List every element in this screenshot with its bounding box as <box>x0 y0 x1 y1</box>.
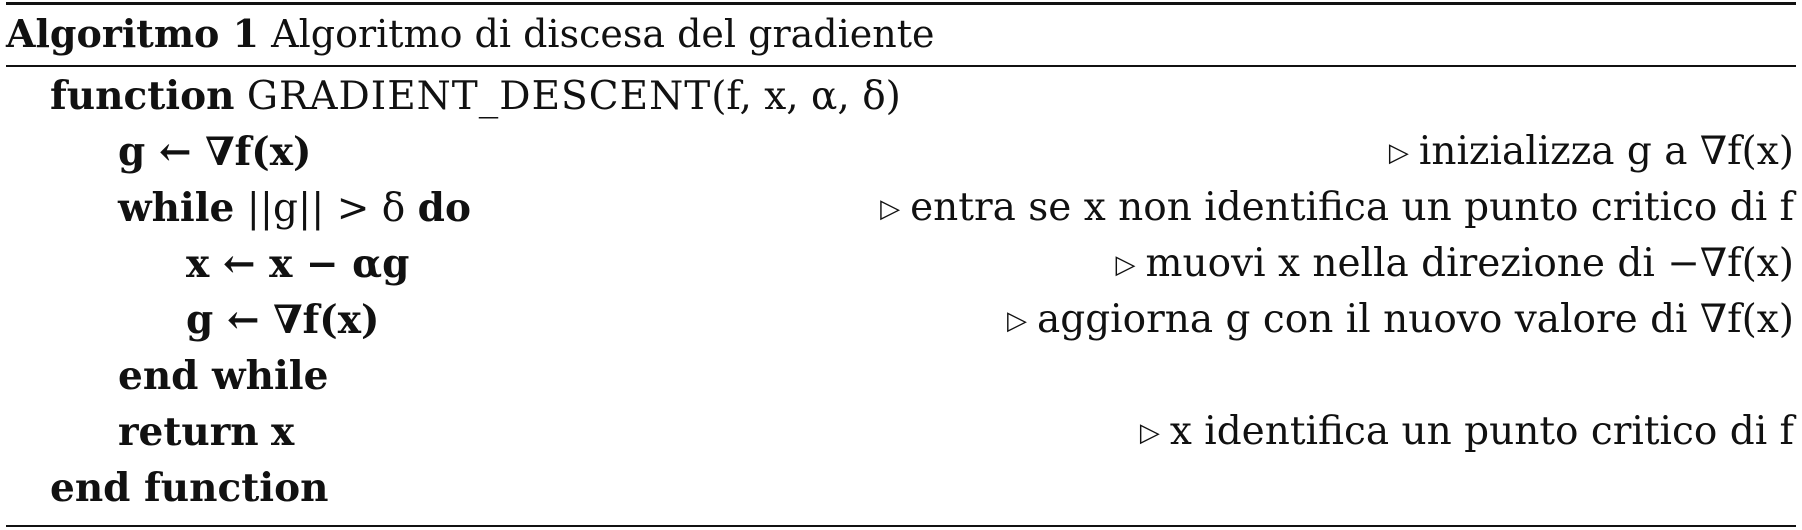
comment-update-x <box>1115 236 1794 293</box>
code-update-x: x ← x − αg <box>186 241 410 287</box>
algorithm-label: Algoritmo 1 <box>6 11 260 56</box>
comment-text: x identifica un punto critico di f <box>1169 409 1794 454</box>
return-value: x <box>271 409 295 455</box>
comment-triangle-icon: ▷ <box>1115 250 1136 280</box>
code-return <box>118 404 294 461</box>
code-update-gradient: g ← ∇f(x) <box>186 297 380 343</box>
code-line-update-x <box>6 236 1796 292</box>
code-function-header <box>50 68 901 125</box>
keyword-function: function <box>50 73 235 119</box>
comment-text: inizializza g a ∇f(x) <box>1418 129 1794 174</box>
code-line-update-gradient <box>6 292 1796 348</box>
code-line-end-while <box>6 348 1796 404</box>
comment-triangle-icon: ▷ <box>1388 138 1409 168</box>
code-line-function-header <box>6 68 1796 124</box>
comment-while <box>880 180 1794 237</box>
code-end-function: end function <box>50 465 329 511</box>
code-while <box>118 180 471 237</box>
algorithm-title: Algoritmo di discesa del gradiente <box>271 12 935 56</box>
code-line-end-function <box>6 460 1796 516</box>
caption-rule <box>6 65 1796 67</box>
comment-text: entra se x non identifica un punto critico di f <box>910 185 1794 230</box>
comment-text: aggiorna g con il nuovo valore di ∇f(x) <box>1037 297 1794 342</box>
code-line-init-gradient <box>6 124 1796 180</box>
algorithm-caption <box>6 10 934 58</box>
keyword-do: do <box>417 185 471 231</box>
keyword-while: while <box>118 185 235 231</box>
comment-text: muovi x nella direzione di −∇f(x) <box>1145 241 1794 286</box>
code-end-while: end while <box>118 353 329 399</box>
comment-init-gradient <box>1389 124 1794 181</box>
comment-triangle-icon: ▷ <box>880 194 901 224</box>
bottom-rule <box>6 525 1796 527</box>
code-init-gradient: g ← ∇f(x) <box>118 129 312 175</box>
function-params: (f, x, α, δ) <box>711 74 901 119</box>
comment-triangle-icon: ▷ <box>1139 418 1160 448</box>
code-line-while <box>6 180 1796 236</box>
code-line-return <box>6 404 1796 460</box>
top-rule <box>6 2 1796 5</box>
comment-triangle-icon: ▷ <box>1007 306 1027 336</box>
algorithm-block <box>6 2 1796 527</box>
comment-return <box>1140 404 1794 461</box>
keyword-return: return <box>118 409 259 455</box>
comment-update-gradient <box>1007 292 1794 349</box>
function-name: GRADIENT_DESCENT <box>246 74 712 119</box>
while-condition: ||g|| > δ <box>246 186 406 231</box>
